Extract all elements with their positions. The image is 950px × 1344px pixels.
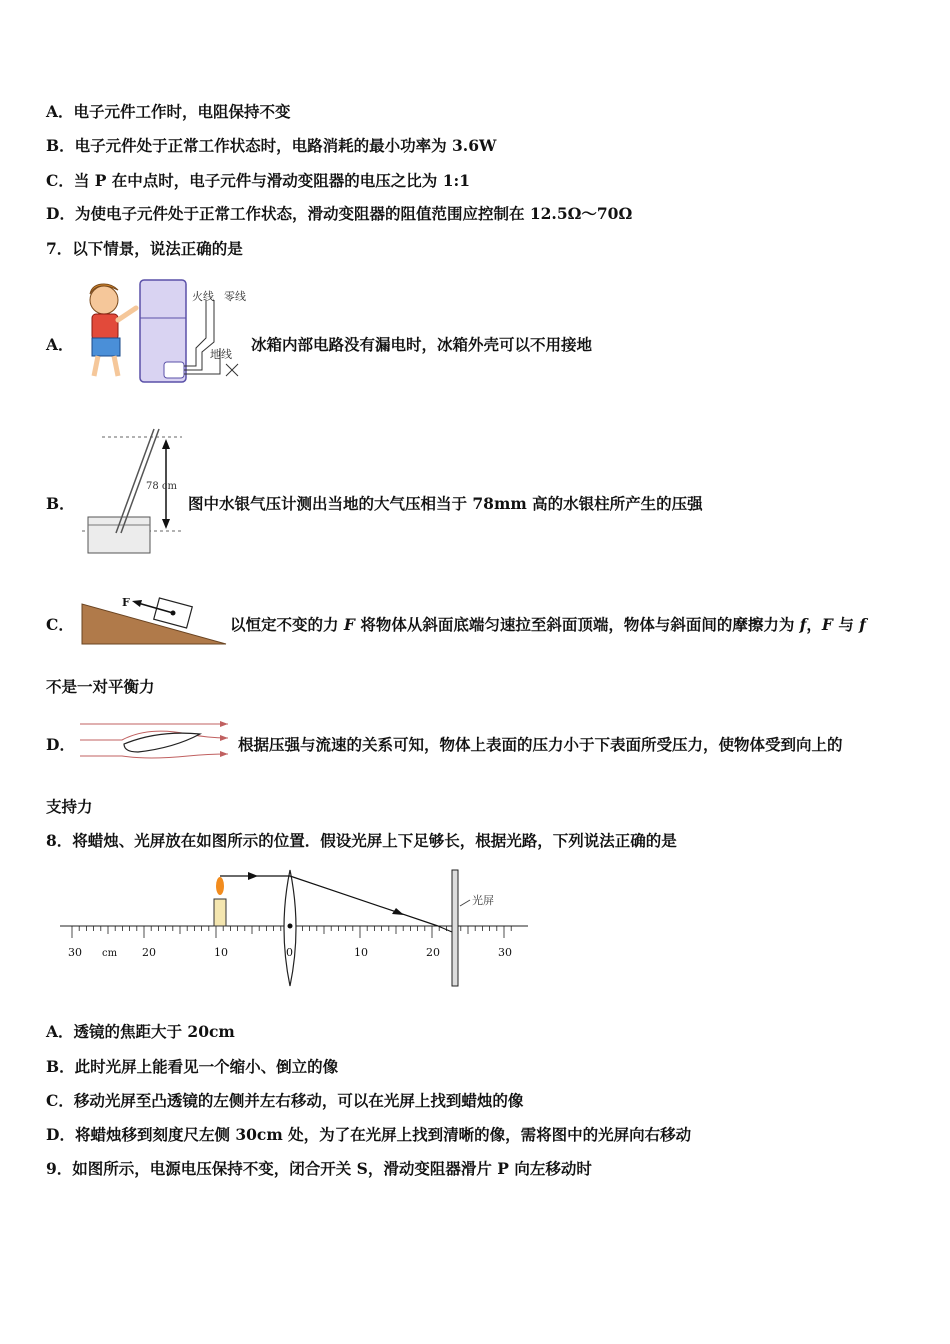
lens-optics-figure: [56, 866, 532, 990]
tick-label-10-left: 10: [214, 946, 228, 959]
refracted-ray: [290, 876, 438, 926]
flow-arrow-top: [220, 721, 228, 727]
candle: [214, 899, 226, 926]
fridge-grounding-figure: [78, 278, 248, 386]
flow-line-bottom: [80, 754, 228, 758]
boy-arm: [118, 308, 136, 320]
label-ground: 地线: [210, 348, 232, 361]
incline-slope: [82, 604, 226, 644]
q7-option-c-cont: 不是一对平衡力: [46, 677, 155, 696]
incline-figure: [80, 596, 228, 646]
boy-leg-left: [94, 356, 98, 376]
q7-option-c-text: 以恒定不变的力 F 将物体从斜面底端匀速拉至斜面顶端，物体与斜面间的摩擦力为 f，F 与 f: [230, 615, 866, 634]
q7-stem: 7．以下情景，说法正确的是: [46, 239, 243, 258]
q7-option-d-text: 根据压强与流速的关系可知，物体上表面的压力小于下表面所受压力，使物体受到向上的: [238, 735, 843, 754]
q8-option-c: C．移动光屏至凸透镜的左侧并左右移动，可以在光屏上找到蜡烛的像: [46, 1091, 524, 1110]
tick-label-10-right: 10: [354, 946, 368, 959]
boy-leg-right: [114, 356, 118, 376]
mercury-dish: [88, 517, 150, 553]
tick-label-20-left: 20: [142, 946, 156, 959]
q8-option-a: A．透镜的焦距大于 20cm: [46, 1022, 235, 1041]
force-label: F: [122, 596, 130, 609]
boy-shirt: [92, 314, 118, 340]
q8-option-b: B．此时光屏上能看见一个缩小、倒立的像: [46, 1057, 339, 1076]
screen-label: 光屏: [472, 894, 494, 907]
height-arrow-top: [162, 439, 170, 449]
q7-option-b-text: 图中水银气压计测出当地的大气压相当于 78mm 高的水银柱所产生的压强: [188, 494, 703, 513]
mercury-barometer-figure: [78, 425, 188, 557]
q7-option-b-label: B．: [46, 494, 75, 513]
boy-head: [90, 286, 118, 314]
light-screen: [452, 870, 458, 986]
refracted-ray-extension: [438, 926, 452, 932]
boy-shorts: [92, 338, 120, 356]
live-wire: [184, 300, 206, 366]
airflow-figure: [78, 716, 236, 764]
q8-stem: 8．将蜡烛、光屏放在如图所示的位置．假设光屏上下足够长，根据光路，下列说法正确的是: [46, 831, 677, 850]
fridge-plug: [164, 362, 184, 378]
label-neutral: 零线: [224, 290, 246, 303]
candle-flame: [216, 877, 224, 895]
tick-label-0: 0: [286, 946, 293, 959]
force-arrow-head: [132, 600, 142, 607]
q6-option-a: A．电子元件工作时，电阻保持不变: [46, 102, 291, 121]
flow-arrow-bottom: [220, 751, 228, 757]
flow-arrow-middle: [220, 735, 228, 741]
q9-stem: 9．如图所示，电源电压保持不变，闭合开关 S，滑动变阻器滑片 P 向左移动时: [46, 1159, 592, 1178]
tick-label-20-right: 20: [426, 946, 440, 959]
refracted-ray-arrow: [392, 908, 404, 915]
q6-option-d: D．为使电子元件处于正常工作状态，滑动变阻器的阻值范围应控制在 12.5Ω～70Ω: [46, 204, 633, 223]
label-live: 火线: [192, 290, 214, 303]
q7-option-a-text: 冰箱内部电路没有漏电时，冰箱外壳可以不用接地: [251, 335, 593, 354]
wing-shape: [124, 733, 200, 752]
q7-option-d-cont: 支持力: [46, 797, 93, 816]
incident-ray-arrow: [248, 872, 258, 880]
q8-option-d: D．将蜡烛移到刻度尺左侧 30cm 处，为了在光屏上找到清晰的像，需将图中的光屏向右移动: [46, 1125, 692, 1144]
lens-optical-center: [288, 924, 293, 929]
q7-option-c-label: C．: [46, 615, 74, 634]
unit-label: cm: [102, 948, 118, 959]
tick-label-30-right: 30: [498, 946, 512, 959]
q7-option-a-label: A．: [46, 335, 74, 354]
height-arrow-bottom: [162, 519, 170, 529]
screen-pointer: [460, 900, 470, 906]
height-label: 78 cm: [146, 481, 177, 492]
q7-option-d-label: D．: [46, 735, 75, 754]
q6-option-b: B．电子元件处于正常工作状态时，电路消耗的最小功率为 3.6W: [46, 136, 497, 155]
tick-label-30-left: 30: [68, 946, 82, 959]
q6-option-c: C．当 P 在中点时，电子元件与滑动变阻器的电压之比为 1:1: [46, 171, 470, 190]
